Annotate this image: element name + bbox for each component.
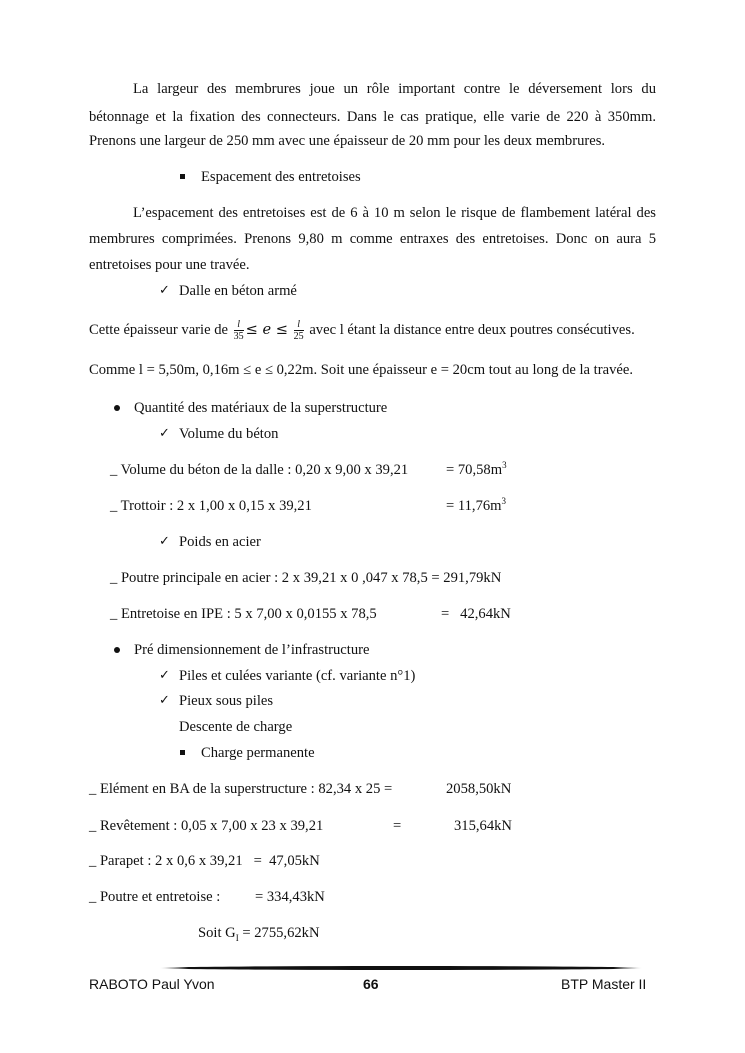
- paragraph-line: entretoises pour une travée.: [89, 257, 250, 273]
- fraction-denominator: 35: [233, 331, 244, 343]
- calc-trottoir-value: [446, 497, 506, 515]
- fraction-l-35: [234, 319, 244, 342]
- value: = 70,58m: [446, 462, 503, 478]
- calc-poutre-entretoise-label: _ Poutre et entretoise :: [89, 889, 221, 905]
- fraction-l-25: [294, 319, 304, 342]
- total-value: = 2755,62kN: [238, 925, 320, 941]
- section-superstructure: Quantité des matériaux de la superstructure: [134, 400, 388, 416]
- section-infrastructure: Pré dimensionnement de l’infrastructure: [134, 642, 370, 658]
- paragraph-line: L’espacement des entretoises est de 6 à 10 m selon le risque de flambement latéral des: [133, 205, 656, 221]
- total-g1: [198, 924, 320, 942]
- footer-rule: [160, 966, 642, 970]
- descente-de-charge: Descente de charge: [179, 719, 293, 735]
- checklist-poids-acier: ✓ Poids en acier: [179, 533, 261, 551]
- paragraph-line: Comme l = 5,50m, 0,16m ≤ e ≤ 0,22m. Soit une épaisseur e = 20cm tout au long de la travée.: [89, 362, 633, 378]
- formula-prefix: Cette épaisseur varie de: [89, 322, 228, 338]
- exponent: 3: [502, 460, 507, 471]
- calc-ba-label: _ Elément en BA de la superstructure : 82,34 x 25 =: [89, 781, 393, 797]
- checklist-piles: ✓ Piles et culées variante (cf. variante n°1): [179, 667, 415, 685]
- calc-parapet: _ Parapet : 2 x 0,6 x 39,21 = 47,05kN: [89, 853, 320, 869]
- paragraph-line: La largeur des membrures joue un rôle important contre le déversement lors du: [133, 81, 656, 97]
- checklist-volume-beton: ✓ Volume du béton: [179, 425, 278, 443]
- inequality: ≤ e ≤: [245, 321, 289, 338]
- calc-dalle-value: [446, 461, 507, 479]
- subheading-entretoises: Espacement des entretoises: [201, 169, 361, 185]
- fraction-denominator: 25: [293, 331, 304, 343]
- footer-course: BTP Master II: [561, 976, 647, 992]
- exponent: 3: [501, 496, 507, 507]
- fraction-numerator: l: [234, 319, 244, 331]
- fraction-numerator: l: [294, 319, 304, 331]
- total-subscript: I: [235, 932, 239, 943]
- value: = 11,76m: [446, 498, 502, 514]
- subheading-charge-permanente: Charge permanente: [201, 745, 315, 761]
- footer-page-number: 66: [363, 976, 379, 992]
- calc-ipe-value: = 42,64kN: [441, 606, 511, 622]
- paragraph-line: Prenons une largeur de 250 mm avec une épaisseur de 20 mm pour les deux membrures.: [89, 133, 606, 149]
- calc-dalle-label: _ Volume du béton de la dalle : 0,20 x 9,00 x 39,21: [110, 462, 409, 478]
- calc-revetement-value: 315,64kN: [454, 818, 512, 834]
- calc-poutre-principale: _ Poutre principale en acier : 2 x 39,21 x 0 ,047 x 78,5 = 291,79kN: [110, 570, 502, 586]
- checklist-pieux: ✓ Pieux sous piles: [179, 692, 273, 710]
- calc-ipe-label: _ Entretoise en IPE : 5 x 7,00 x 0,0155 x 78,5: [110, 606, 377, 622]
- thickness-formula: [89, 318, 635, 342]
- total-prefix: Soit G: [198, 925, 236, 941]
- paragraph-line: bétonnage et la fixation des connecteurs. Dans le cas pratique, elle varie de 220 à 350mm.: [89, 109, 656, 125]
- calc-ba-value: 2058,50kN: [446, 781, 512, 797]
- checklist-dalle: ✓ Dalle en béton armé: [179, 282, 297, 300]
- calc-trottoir-label: _ Trottoir : 2 x 1,00 x 0,15 x 39,21: [110, 498, 312, 514]
- calc-revetement-equals: =: [393, 818, 402, 834]
- formula-suffix: avec l étant la distance entre deux poutres consécutives.: [309, 322, 635, 338]
- paragraph-line: membrures comprimées. Prenons 9,80 m comme entraxes des entretoises. Donc on aura 5: [89, 231, 656, 247]
- footer-author: RABOTO Paul Yvon: [89, 976, 215, 992]
- calc-revetement-label: _ Revêtement : 0,05 x 7,00 x 23 x 39,21: [89, 818, 324, 834]
- calc-poutre-entretoise-value: = 334,43kN: [255, 889, 325, 905]
